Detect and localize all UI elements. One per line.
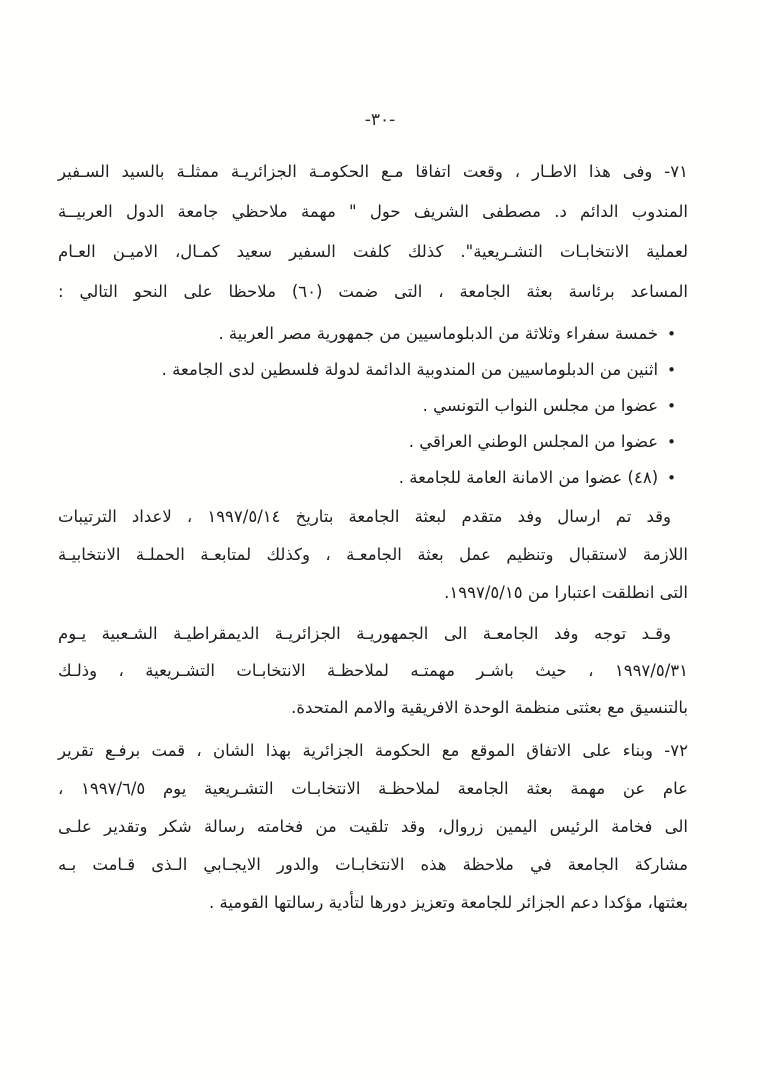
bullet-icon: • <box>667 433 676 451</box>
paragraph-mission-departure <box>58 615 688 726</box>
list-item-text: خمسة سفراء وثلاثة من الدبلوماسيين من جمهورية مصر العربية . <box>218 324 659 343</box>
paragraph-advance-delegation <box>58 498 688 612</box>
text-line: اللازمة لاستقبال وتنظيم عمل بعثة الجامعـة ، وكذلك لمتابعـة الحملـة الانتخابيـة <box>58 545 688 564</box>
text-line: التى انطلقت اعتبارا من ١٩٩٧/٥/١٥. <box>444 583 688 602</box>
list-item <box>58 388 676 424</box>
text-line: عام عن مهمة بعثة الجامعة لملاحظـة الانتخابـات التشـريعية يوم ١٩٩٧/٦/٥ ، <box>58 779 688 798</box>
list-item-text: (٤٨) عضوا من الامانة العامة للجامعة . <box>398 468 659 487</box>
list-item-text: عضوا من المجلس الوطني العراقي . <box>408 432 659 451</box>
text-line: ٧٢- وبناء على الاتفاق الموقع مع الحكومة الجزائرية بهذا الشان ، قمت برفـع تقرير <box>58 741 688 760</box>
text-line: ٧١- وفى هذا الاطـار ، وقعت اتفاقا مـع الحكومـة الجزائريـة ممثلـة بالسيد السـفير <box>58 162 688 181</box>
list-item <box>58 316 676 352</box>
bullet-icon: • <box>667 469 676 487</box>
text-line: المندوب الدائم د. مصطفى الشريف حول " مهمة ملاحظي جامعة الدول العربيــة <box>58 202 688 221</box>
bullet-icon: • <box>667 397 676 415</box>
list-item-text: عضوا من مجلس النواب التونسي . <box>422 396 659 415</box>
text-line: ١٩٩٧/٥/٣١ ، حيث باشـر مهمتـه لملاحظـة الانتخابـات التشـريعية ، وذلـك <box>58 661 688 680</box>
list-item <box>58 352 676 388</box>
text-line: المساعد برئاسة بعثة الجامعة ، التى ضمت (٦٠) ملاحظا على النحو التالي : <box>58 282 688 301</box>
text-line: وقد تم ارسال وفد متقدم لبعثة الجامعة بتاريخ ١٩٩٧/٥/١٤ ، لاعداد الترتيبات <box>58 507 671 526</box>
paragraph-71 <box>58 152 688 312</box>
bullet-icon: • <box>667 361 676 379</box>
text-line: مشاركة الجامعة في ملاحظة هذه الانتخابـات والدور الايجـابي الـذى قـامت بـه <box>58 855 688 874</box>
page-number: -٣٠- <box>364 110 396 130</box>
text-line: الى فخامة الرئيس اليمين زروال، وقد تلقيت من فخامته رسالة شكر وتقدير علـى <box>58 817 688 836</box>
text-line: بعثتها، مؤكدا دعم الجزائر للجامعة وتعزيز دورها لتأدية رسالتها القومية . <box>208 893 688 912</box>
observer-composition-list <box>58 316 688 496</box>
bullet-icon: • <box>667 325 676 343</box>
paragraph-72 <box>58 732 688 922</box>
list-item <box>58 424 676 460</box>
document-body <box>0 130 760 922</box>
text-line: وقـد توجه وفد الجامعـة الى الجمهوريـة الجزائريـة الديمقراطيـة الشـعبية يـوم <box>58 624 671 643</box>
list-item <box>58 460 676 496</box>
list-item-text: اثنين من الدبلوماسيين من المندوبية الدائمة لدولة فلسطين لدى الجامعة . <box>161 360 659 379</box>
text-line: بالتنسيق مع بعثتى منظمة الوحدة الافريقية والامم المتحدة. <box>291 698 688 717</box>
text-line: لعملية الانتخابـات التشـريعية". كذلك كلفت السفير سعيد كمـال، الاميـن العـام <box>58 242 688 261</box>
